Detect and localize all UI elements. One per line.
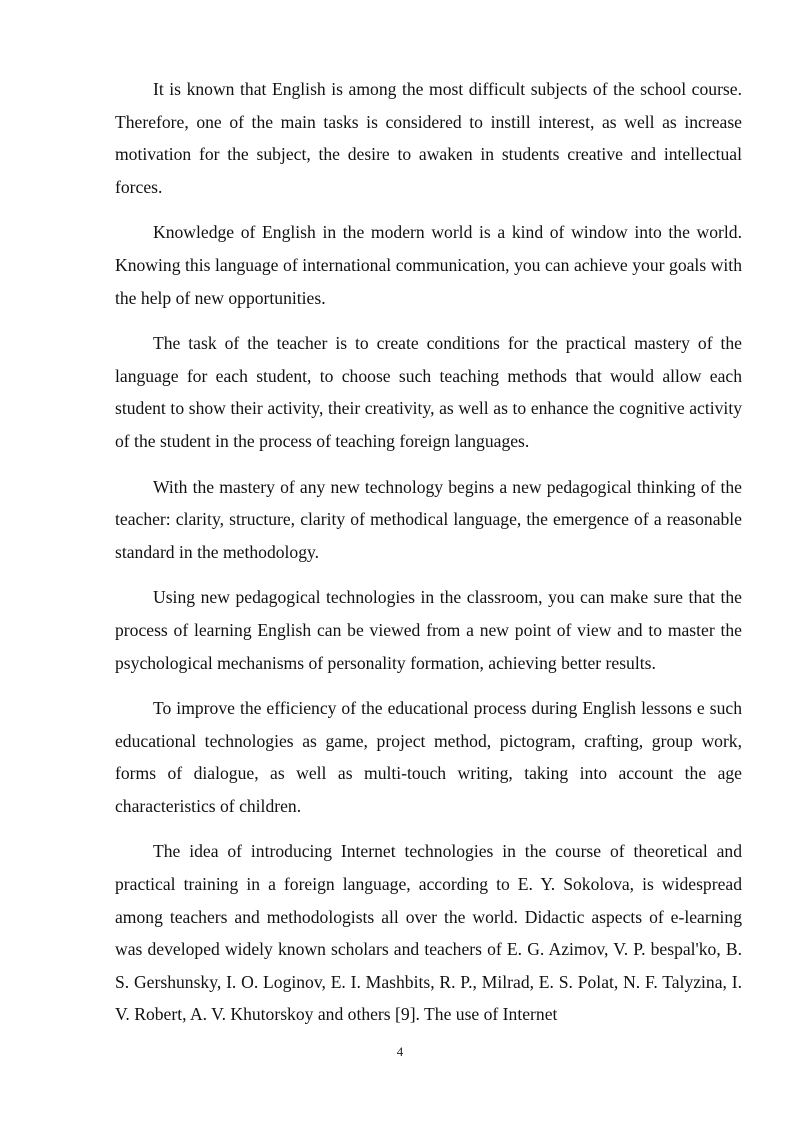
- paragraph-knowledge-of-english: Knowledge of English in the modern world is a kind of window into the world. Knowing this language of international communication, you can achieve your goals with the help of new opportunities.: [115, 222, 742, 308]
- paragraph-new-pedagogical-technologies: Using new pedagogical technologies in the classroom, you can make sure that the process of learning English can be viewed from a new point of view and to master the psychological mechanisms of personality formation, achieving better results.: [115, 587, 742, 673]
- paragraph-mastery-of-technology: With the mastery of any new technology begins a new pedagogical thinking of the teacher: clarity, structure, clarity of methodical language, the emergence of a reasonable standard in the methodology.: [115, 476, 742, 562]
- paragraph-english-difficulty: It is known that English is among the most difficult subjects of the school course. Therefore, one of the main tasks is considered to instill interest, as well as increase motivation for the subject, the desire to awaken in students creative and intellectual forces.: [115, 79, 742, 197]
- paragraph-internet-technologies: The idea of introducing Internet technologies in the course of theoretical and practical training in a foreign language, according to E. Y. Sokolova, is widespread among teachers and methodologists all over the world. Didactic aspects of e-learning was developed widely known scholars and teachers of E. G. Azimov, V. P. bespal'ko, B. S. Gershunsky, I. O. Loginov, E. I. Mashbits, R. P., Milrad, E. S. Polat, N. F. Talyzina, I. V. Robert, A. V. Khutorskoy and others [9]. The use of Internet: [115, 841, 742, 1025]
- paragraph-educational-efficiency: To improve the efficiency of the educational process during English lessons e such educational technologies as game, project method, pictogram, crafting, group work, forms of dialogue, as well as multi-touch writing, taking into account the age characteristics of children.: [115, 698, 742, 816]
- paragraph-task-of-teacher: The task of the teacher is to create conditions for the practical mastery of the language for each student, to choose such teaching methods that would allow each student to show their activity, their creativity, as well as to enhance the cognitive activity of the student in the process of teaching foreign languages.: [115, 333, 742, 451]
- document-body: [115, 73, 742, 1044]
- page-number: 4: [396, 1044, 404, 1059]
